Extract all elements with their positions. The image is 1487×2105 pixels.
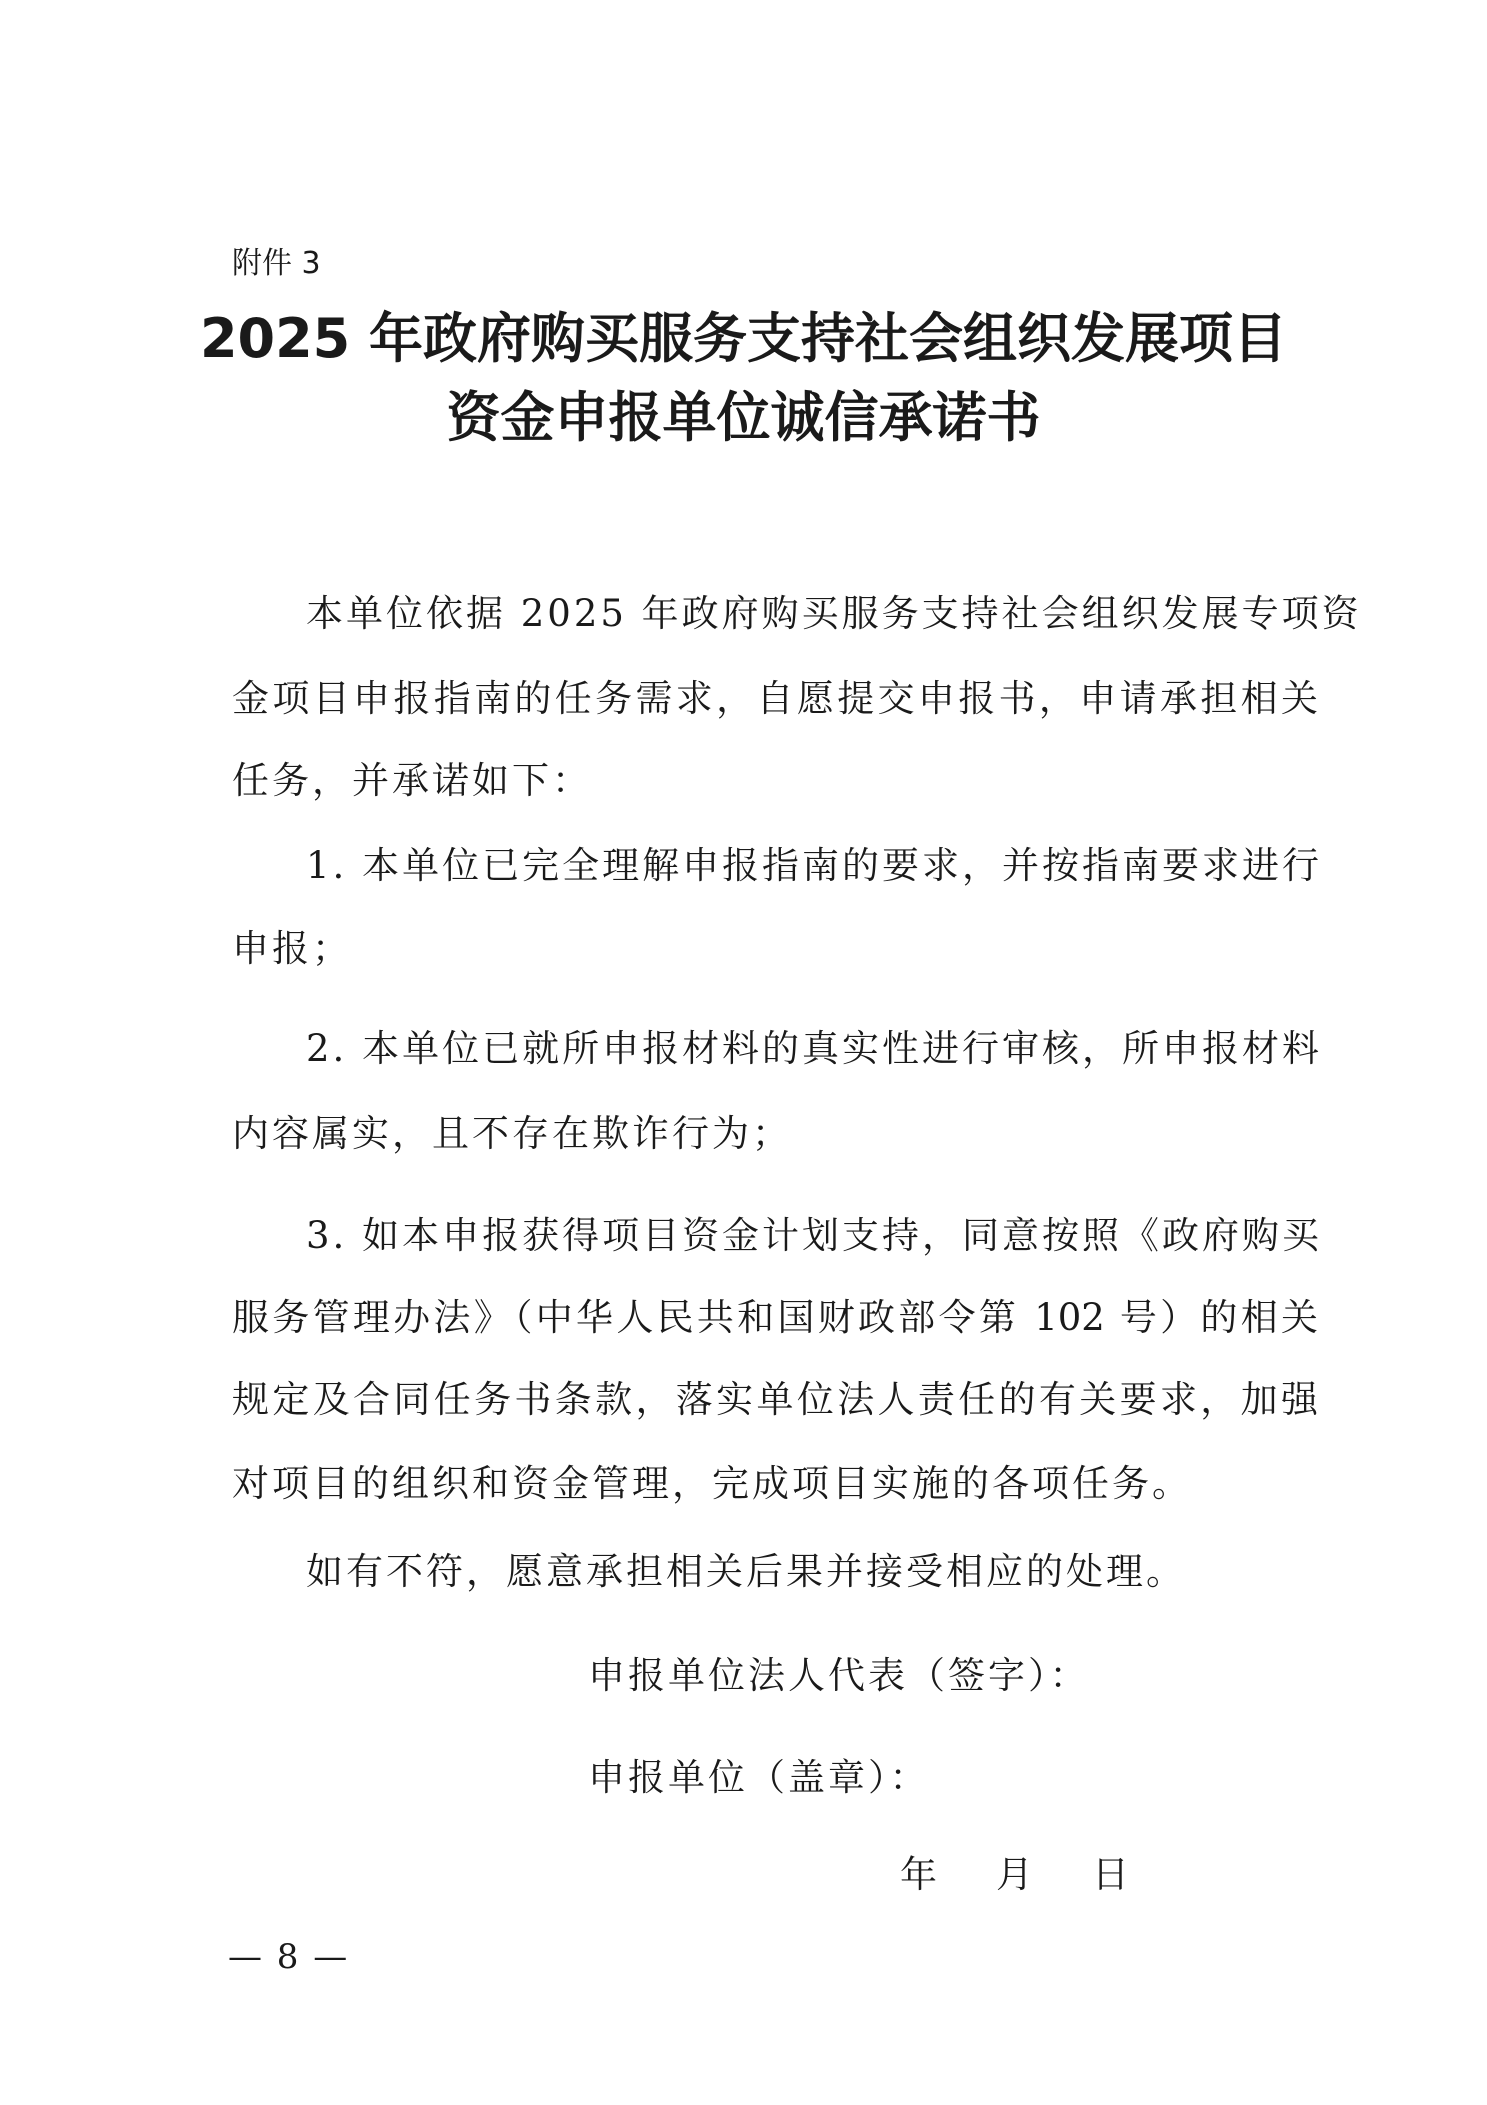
date-year-label: 年 [900, 1853, 937, 1896]
item2-line-2: 内容属实，且不存在欺诈行为； [232, 1112, 792, 1155]
item3-line-4: 对项目的组织和资金管理，完成项目实施的各项任务。 [232, 1462, 1192, 1505]
intro-line-3: 任务，并承诺如下： [232, 759, 592, 802]
date-month-label: 月 [996, 1853, 1033, 1896]
unit-seal-label: 申报单位（盖章）： [588, 1756, 930, 1799]
attachment-label: 附件 3 [232, 246, 321, 281]
item3-line-3: 规定及合同任务书条款，落实单位法人责任的有关要求，加强 [232, 1378, 1318, 1421]
document-title-line-2: 资金申报单位诚信承诺书 [446, 386, 1041, 449]
item1-line-1: 1. 本单位已完全理解申报指南的要求，并按指南要求进行 [306, 844, 1323, 887]
item3-line-1: 3. 如本申报获得项目资金计划支持，同意按照《政府购买 [306, 1214, 1323, 1257]
page-number: — 8 — [228, 1937, 350, 1977]
item2-line-1: 2. 本单位已就所申报材料的真实性进行审核，所申报材料 [306, 1027, 1323, 1070]
date-line [900, 1851, 1129, 1899]
intro-line-1: 本单位依据 2025 年政府购买服务支持社会组织发展专项资 [306, 592, 1362, 635]
legal-representative-signature-label: 申报单位法人代表（签字）： [588, 1654, 1090, 1697]
document-title-line-1: 2025 年政府购买服务支持社会组织发展项目 [199, 307, 1288, 370]
intro-line-2: 金项目申报指南的任务需求，自愿提交申报书，申请承担相关 [232, 677, 1318, 720]
item1-line-2: 申报； [232, 927, 352, 970]
date-day-label: 日 [1092, 1853, 1129, 1896]
item3-line-2: 服务管理办法》（中华人民共和国财政部令第 102 号）的相关 [232, 1296, 1318, 1339]
closing-statement: 如有不符，愿意承担相关后果并接受相应的处理。 [306, 1550, 1186, 1593]
